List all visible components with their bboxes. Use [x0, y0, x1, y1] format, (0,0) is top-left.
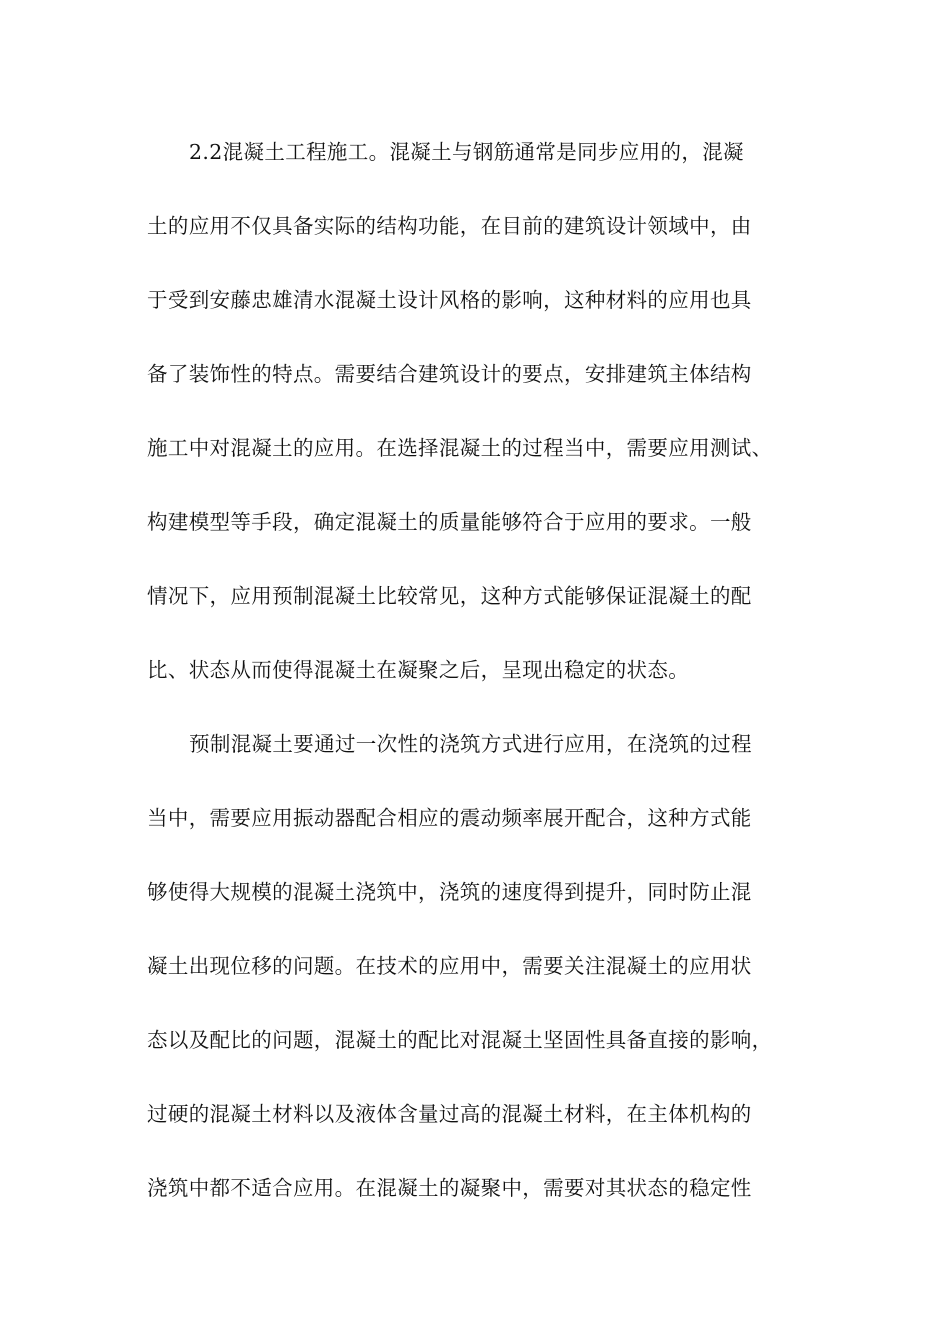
text-line: 情况下，应用预制混凝土比较常见，这种方式能够保证混凝土的配 — [147, 584, 752, 608]
text-line: 预制混凝土要通过一次性的浇筑方式进行应用，在浇筑的过程 — [189, 732, 752, 756]
text-line: 构建模型等手段，确定混凝土的质量能够符合于应用的要求。一般 — [147, 510, 752, 534]
text-line: 当中，需要应用振动器配合相应的震动频率展开配合，这种方式能 — [147, 806, 752, 830]
text-line: 于受到安藤忠雄清水混凝土设计风格的影响，这种材料的应用也具 — [147, 288, 752, 312]
text-line: 态以及配比的问题，混凝土的配比对混凝土坚固性具备直接的影响， — [147, 1028, 773, 1052]
text-line: 比、状态从而使得混凝土在凝聚之后，呈现出稳定的状态。 — [147, 658, 690, 682]
text-line: 施工中对混凝土的应用。在选择混凝土的过程当中，需要应用测试、 — [147, 436, 773, 460]
text-line: 凝土出现位移的问题。在技术的应用中，需要关注混凝土的应用状 — [147, 954, 752, 978]
text-line: 过硬的混凝土材料以及液体含量过高的混凝土材料，在主体机构的 — [147, 1102, 752, 1126]
text-line: 浇筑中都不适合应用。在混凝土的凝聚中，需要对其状态的稳定性 — [147, 1176, 752, 1200]
text-line: 2.2混凝土工程施工。混凝土与钢筋通常是同步应用的，混凝 — [189, 140, 744, 164]
text-line: 备了装饰性的特点。需要结合建筑设计的要点，安排建筑主体结构 — [147, 362, 752, 386]
text-line: 够使得大规模的混凝土浇筑中，浇筑的速度得到提升，同时防止混 — [147, 880, 752, 904]
text-line: 土的应用不仅具备实际的结构功能，在目前的建筑设计领域中，由 — [147, 214, 752, 238]
